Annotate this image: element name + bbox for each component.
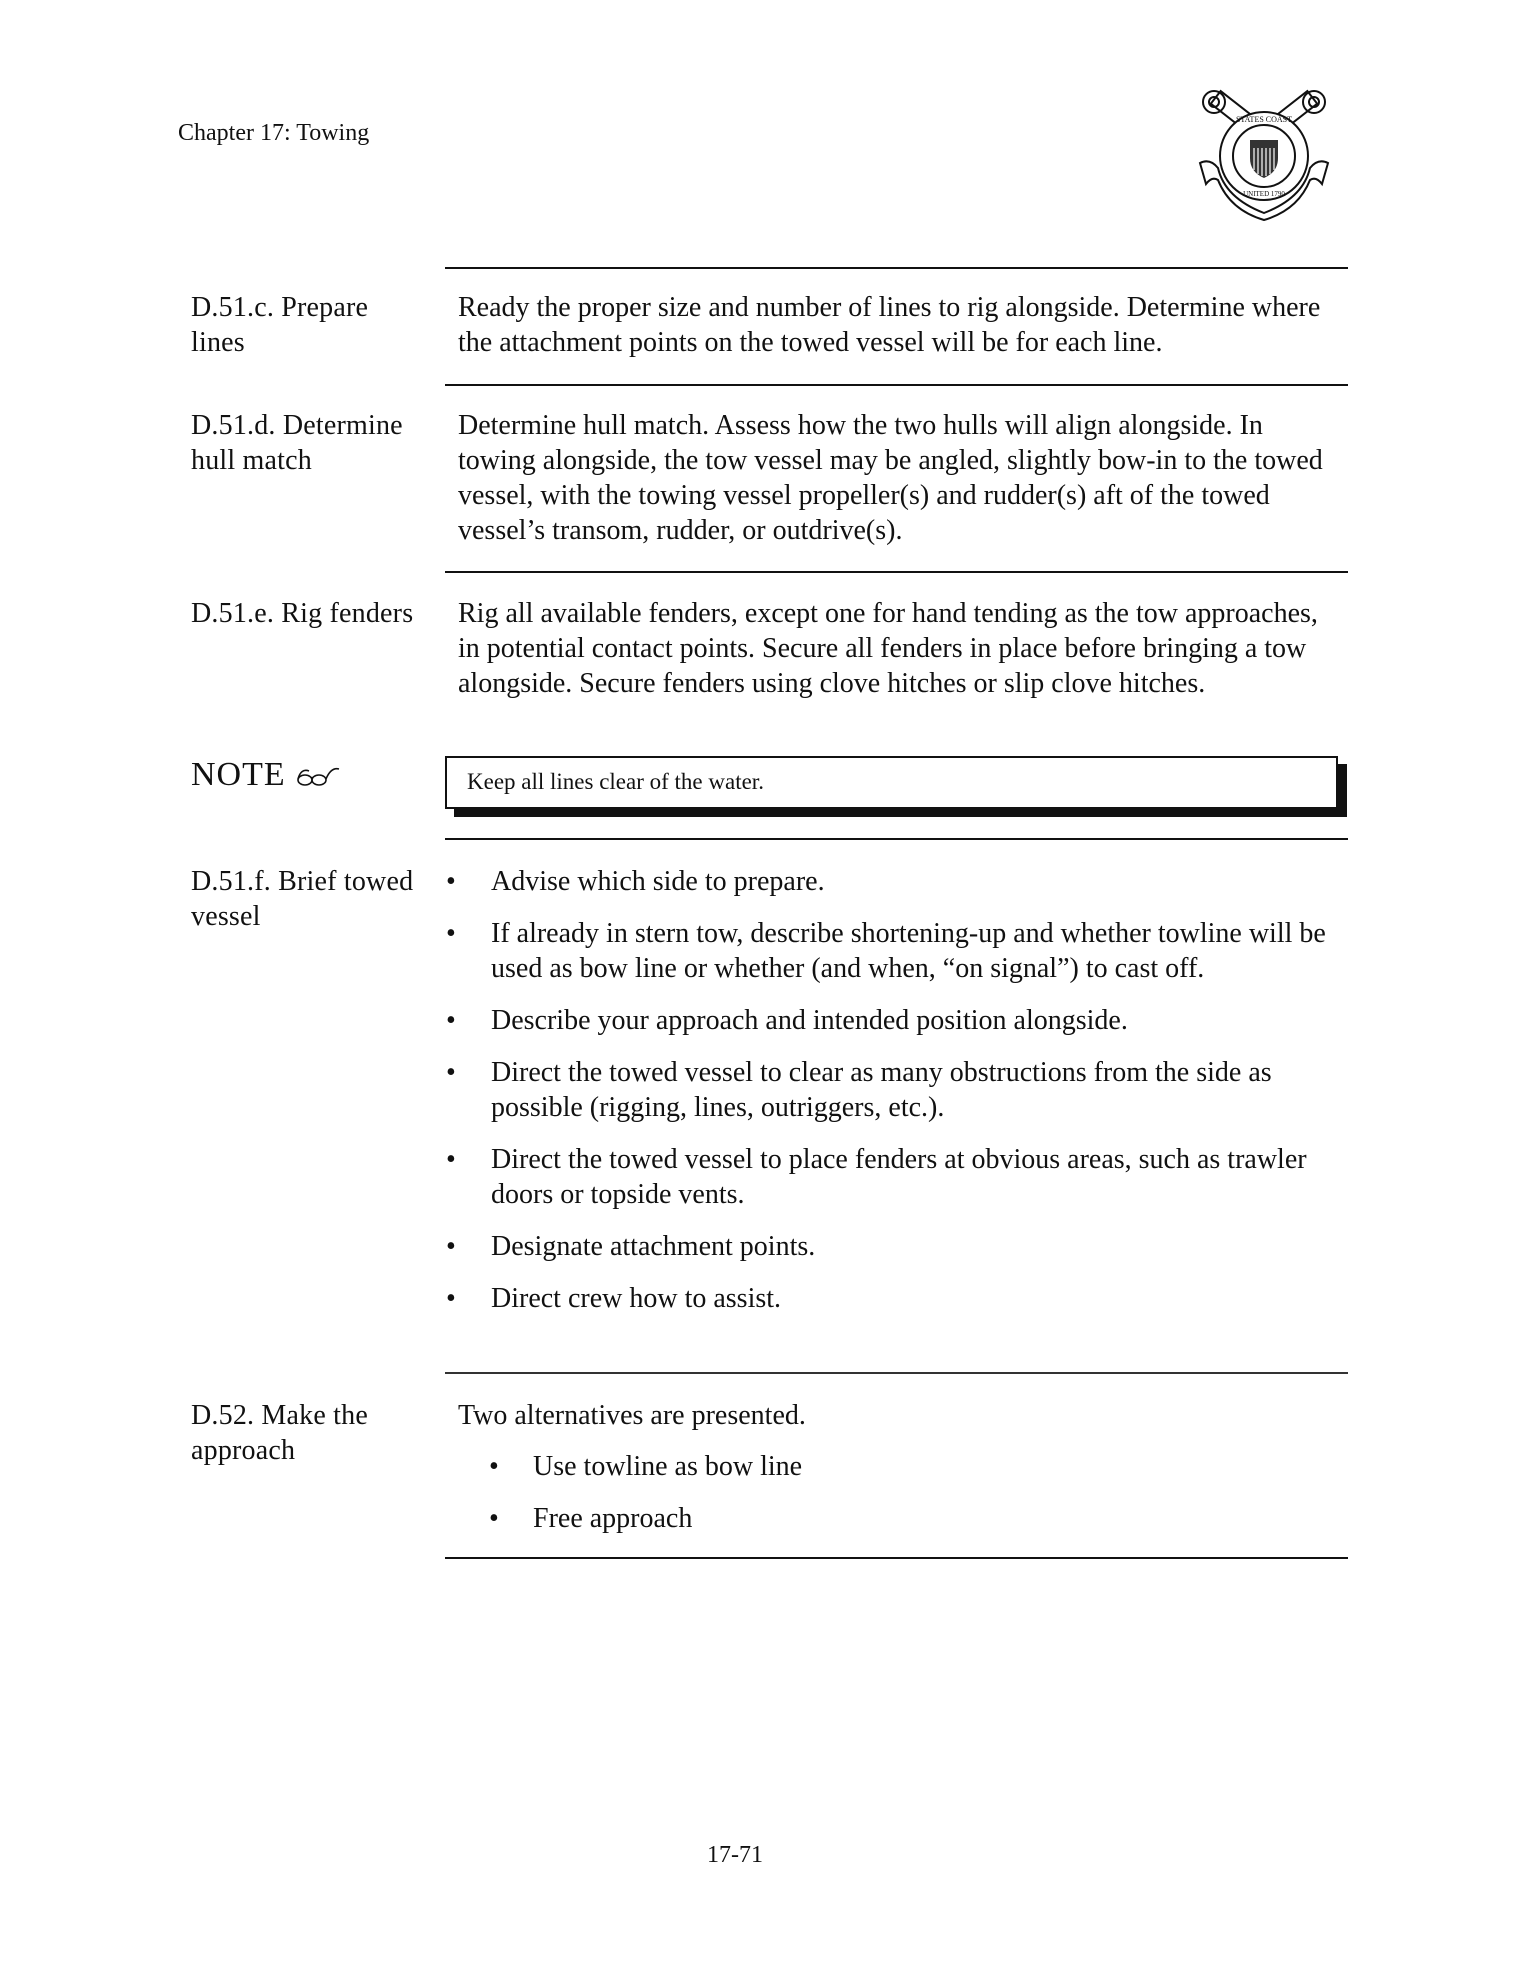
page-header-title: Chapter 17: Towing [178,120,370,146]
svg-text:UNITED 1790: UNITED 1790 [1243,190,1285,198]
section-body-d51d: Determine hull match. Assess how the two hulls will align alongside. In towing alongside, the tow vessel may be angled, slightly bow-in to the towed vessel, with the towing vessel propeller(s) and rudder(s) aft of the towed vessel’s transom, rudder, or outdrive(s). [458,410,1323,546]
list-item: • Use towline as bow line [445,1449,1338,1484]
section-intro: Two alternatives are presented. [458,1400,806,1431]
note-label [191,756,341,794]
spectacles-icon [295,765,341,787]
list-item: • Advise which side to prepare. [445,864,1335,899]
page-number: 17-71 [707,1842,763,1868]
section-divider [445,838,1348,840]
list-item: • Describe your approach and intended position alongside. [445,1003,1335,1038]
uscg-seal-icon [1190,88,1338,223]
list-item: • Direct the towed vessel to place fenders at obvious areas, such as trawler doors or topside vents. [445,1142,1335,1212]
bullet-list [445,864,1335,1316]
section-body-d51c: Ready the proper size and number of lines to rig alongside. Determine where the attachment points on the towed vessel will be for each line. [458,292,1321,358]
section-body-d51f [445,864,1335,1333]
section-label-d51f: D.51.f. Brief towed vessel [191,866,414,932]
bullet-list [445,1449,1338,1536]
section-label-d51c: D.51.c. Prepare lines [191,292,369,358]
list-item: • If already in stern tow, describe shortening-up and whether towline will be used as bow line or whether (and when, “on signal”) to cast off. [445,916,1335,986]
list-item: • Designate attachment points. [445,1229,1335,1264]
section-divider [445,571,1348,573]
list-item: • Direct the towed vessel to clear as many obstructions from the side as possible (rigging, lines, outriggers, etc.). [445,1055,1335,1125]
note-text: Keep all lines clear of the water. [467,769,764,794]
section-divider [445,1557,1348,1559]
section-body-d51e: Rig all available fenders, except one for hand tending as the tow approaches, in potential contact points. Secure all fenders in place before bringing a tow alongside. Secure fenders using clove hitches or slip clove hitches. [458,598,1318,699]
section-divider [445,384,1348,386]
section-divider [445,1372,1348,1374]
svg-text:STATES COAST: STATES COAST [1235,115,1293,124]
list-item: • Free approach [445,1501,1338,1536]
section-label-d51d: D.51.d. Determine hull match [191,410,403,476]
section-divider [445,267,1348,269]
section-body-d52 [458,1398,1338,1553]
note-box [445,756,1338,809]
list-item: • Direct crew how to assist. [445,1281,1335,1316]
note-label-text: NOTE [191,756,286,793]
section-label-d52: D.52. Make the approach [191,1400,368,1466]
section-label-d51e: D.51.e. Rig fenders [191,598,414,629]
